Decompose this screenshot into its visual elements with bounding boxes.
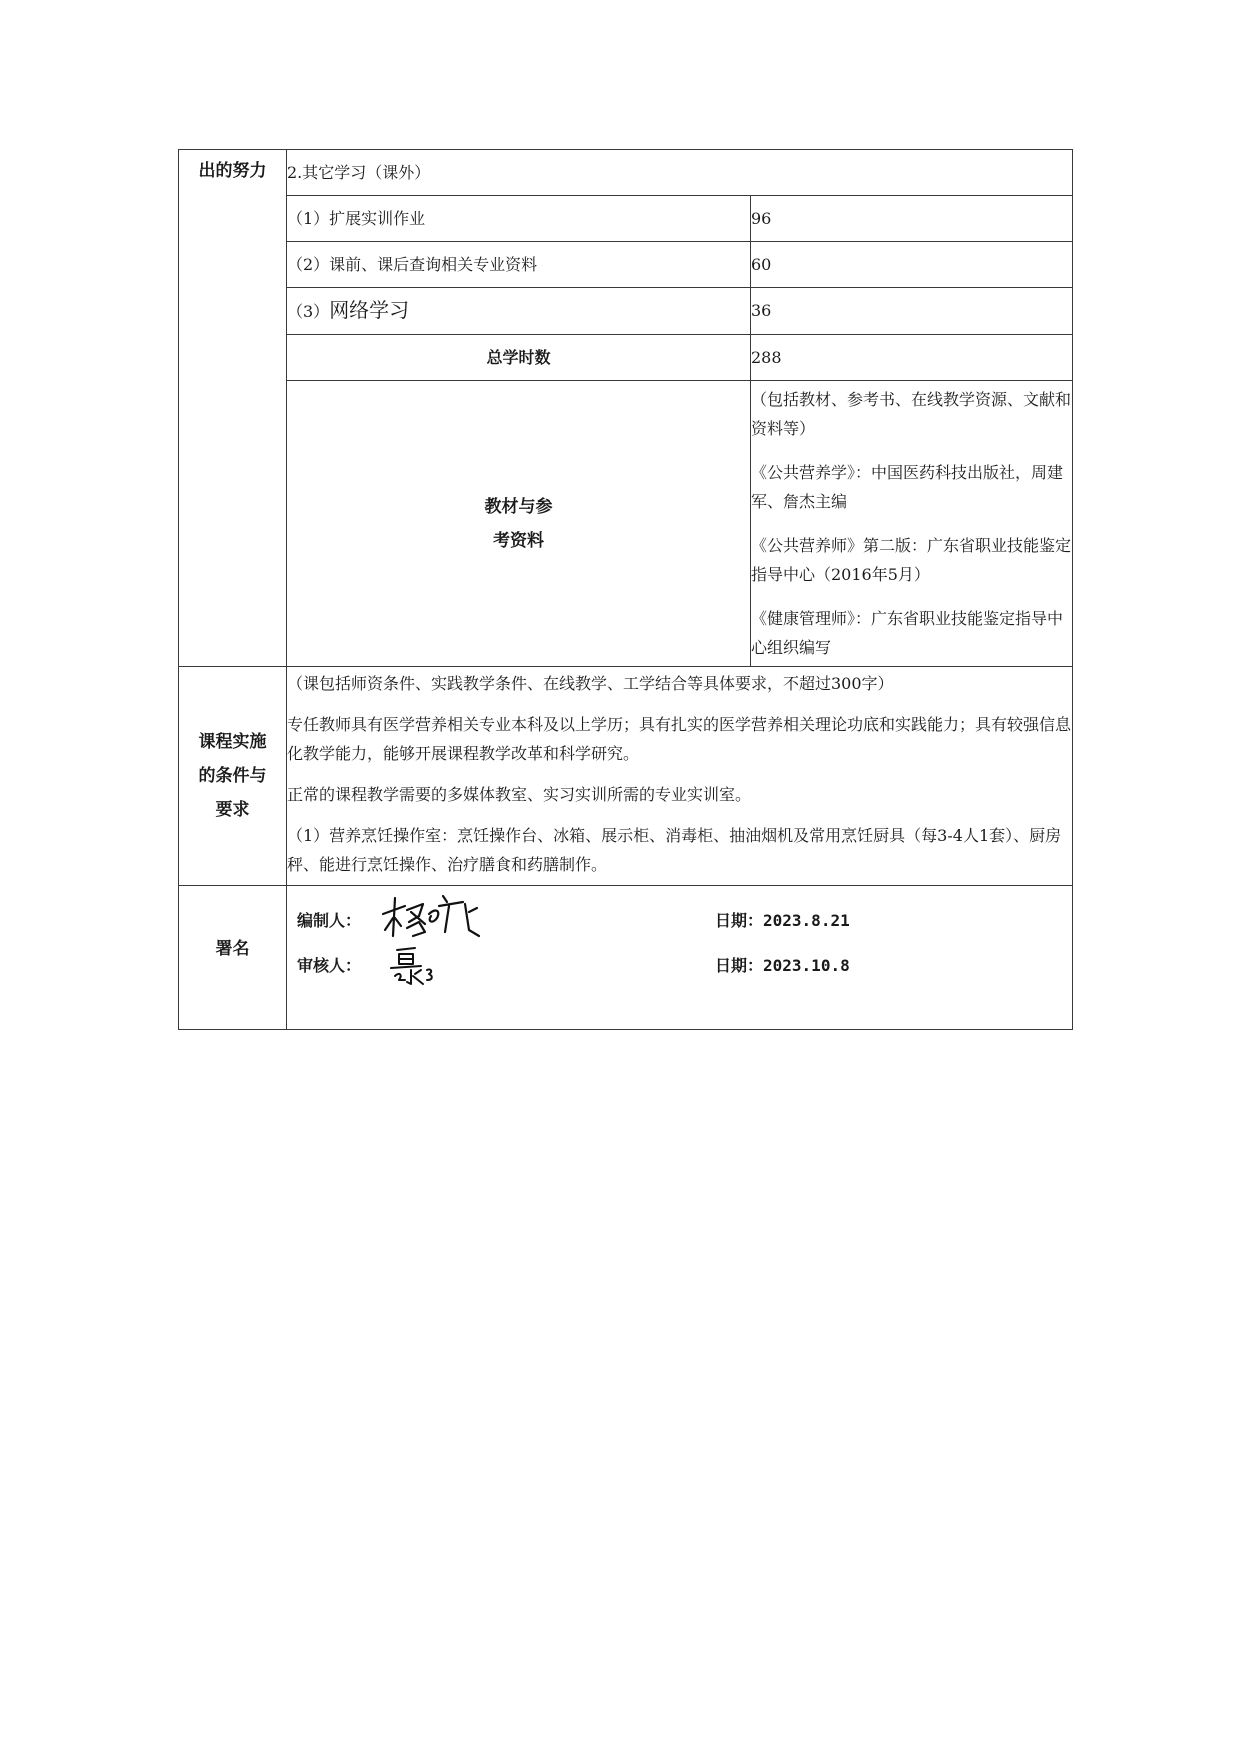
- total-hours-label: 总学时数: [287, 335, 751, 381]
- effort-item-hours: 36: [751, 288, 1073, 335]
- materials-line: 《公共营养学》：中国医药科技出版社，周建军、詹杰主编: [751, 463, 1064, 511]
- materials-content: [751, 381, 1073, 667]
- conditions-line: （1）营养烹饪操作室：烹饪操作台、冰箱、展示柜、消毒柜、抽油烟机及常用烹饪厨具（每3-4人1套）、厨房秤、能进行烹饪操作、治疗膳食和药膳制作。: [287, 826, 1062, 874]
- conditions-content: [287, 667, 1073, 886]
- effort-section-label: 出的努力: [179, 150, 287, 667]
- signature-cell: [287, 886, 1073, 1030]
- effort-item-prefix: （3）: [287, 302, 330, 321]
- effort-item-name: [287, 288, 751, 335]
- signature-section-label: 署名: [179, 886, 287, 1030]
- compiler-date-row: [715, 908, 850, 931]
- total-hours-value: 288: [751, 335, 1073, 381]
- reviewer-signature-image: [387, 944, 457, 988]
- conditions-label-line: 要求: [215, 800, 250, 820]
- reviewer-date-row: [715, 953, 850, 976]
- conditions-label-line: 课程实施: [198, 732, 267, 752]
- total-row: [179, 335, 1073, 381]
- reviewer-date-label: 日期：: [715, 956, 764, 975]
- effort-item-name: （2）课前、课后查询相关专业资料: [287, 242, 751, 288]
- course-form-table: [178, 149, 1073, 1030]
- materials-line: 《公共营养师》第二版：广东省职业技能鉴定指导中心（2016年5月）: [751, 536, 1072, 584]
- compiler-date: 2023.8.21: [763, 911, 850, 930]
- compiler-signature-image: [379, 892, 489, 944]
- conditions-line: （课包括师资条件、实践教学条件、在线教学、工学结合等具体要求，不超过300字）: [287, 674, 894, 693]
- effort-item-main: 网络学习: [329, 298, 410, 322]
- materials-section-label: [287, 381, 751, 667]
- reviewer-row: [297, 953, 361, 976]
- materials-line: 《健康管理师》：广东省职业技能鉴定指导中心组织编写: [751, 609, 1064, 657]
- table-row: [179, 196, 1073, 242]
- effort-item-name: （1）扩展实训作业: [287, 196, 751, 242]
- compiler-row: [297, 908, 361, 931]
- effort-item-hours: 60: [751, 242, 1073, 288]
- reviewer-date: 2023.10.8: [763, 956, 850, 975]
- reviewer-label: 审核人：: [297, 956, 362, 975]
- materials-label-line: 考资料: [493, 530, 544, 551]
- materials-line: （包括教材、参考书、在线教学资源、文献和资料等）: [751, 390, 1072, 438]
- effort-heading: 2.其它学习（课外）: [287, 150, 1073, 196]
- conditions-line: 专任教师具有医学营养相关专业本科及以上学历；具有扎实的医学营养相关理论功底和实践能力；具有较强信息化教学能力，能够开展课程教学改革和科学研究。: [287, 715, 1072, 763]
- compiler-date-label: 日期：: [715, 911, 764, 930]
- conditions-line: 正常的课程教学需要的多媒体教室、实习实训所需的专业实训室。: [287, 785, 752, 804]
- conditions-section-label: [179, 667, 287, 886]
- compiler-label: 编制人：: [297, 911, 362, 930]
- materials-label-line: 教材与参: [484, 496, 553, 517]
- conditions-label-line: 的条件与: [198, 766, 267, 786]
- table-row: [179, 288, 1073, 335]
- effort-item-hours: 96: [751, 196, 1073, 242]
- table-row: [179, 242, 1073, 288]
